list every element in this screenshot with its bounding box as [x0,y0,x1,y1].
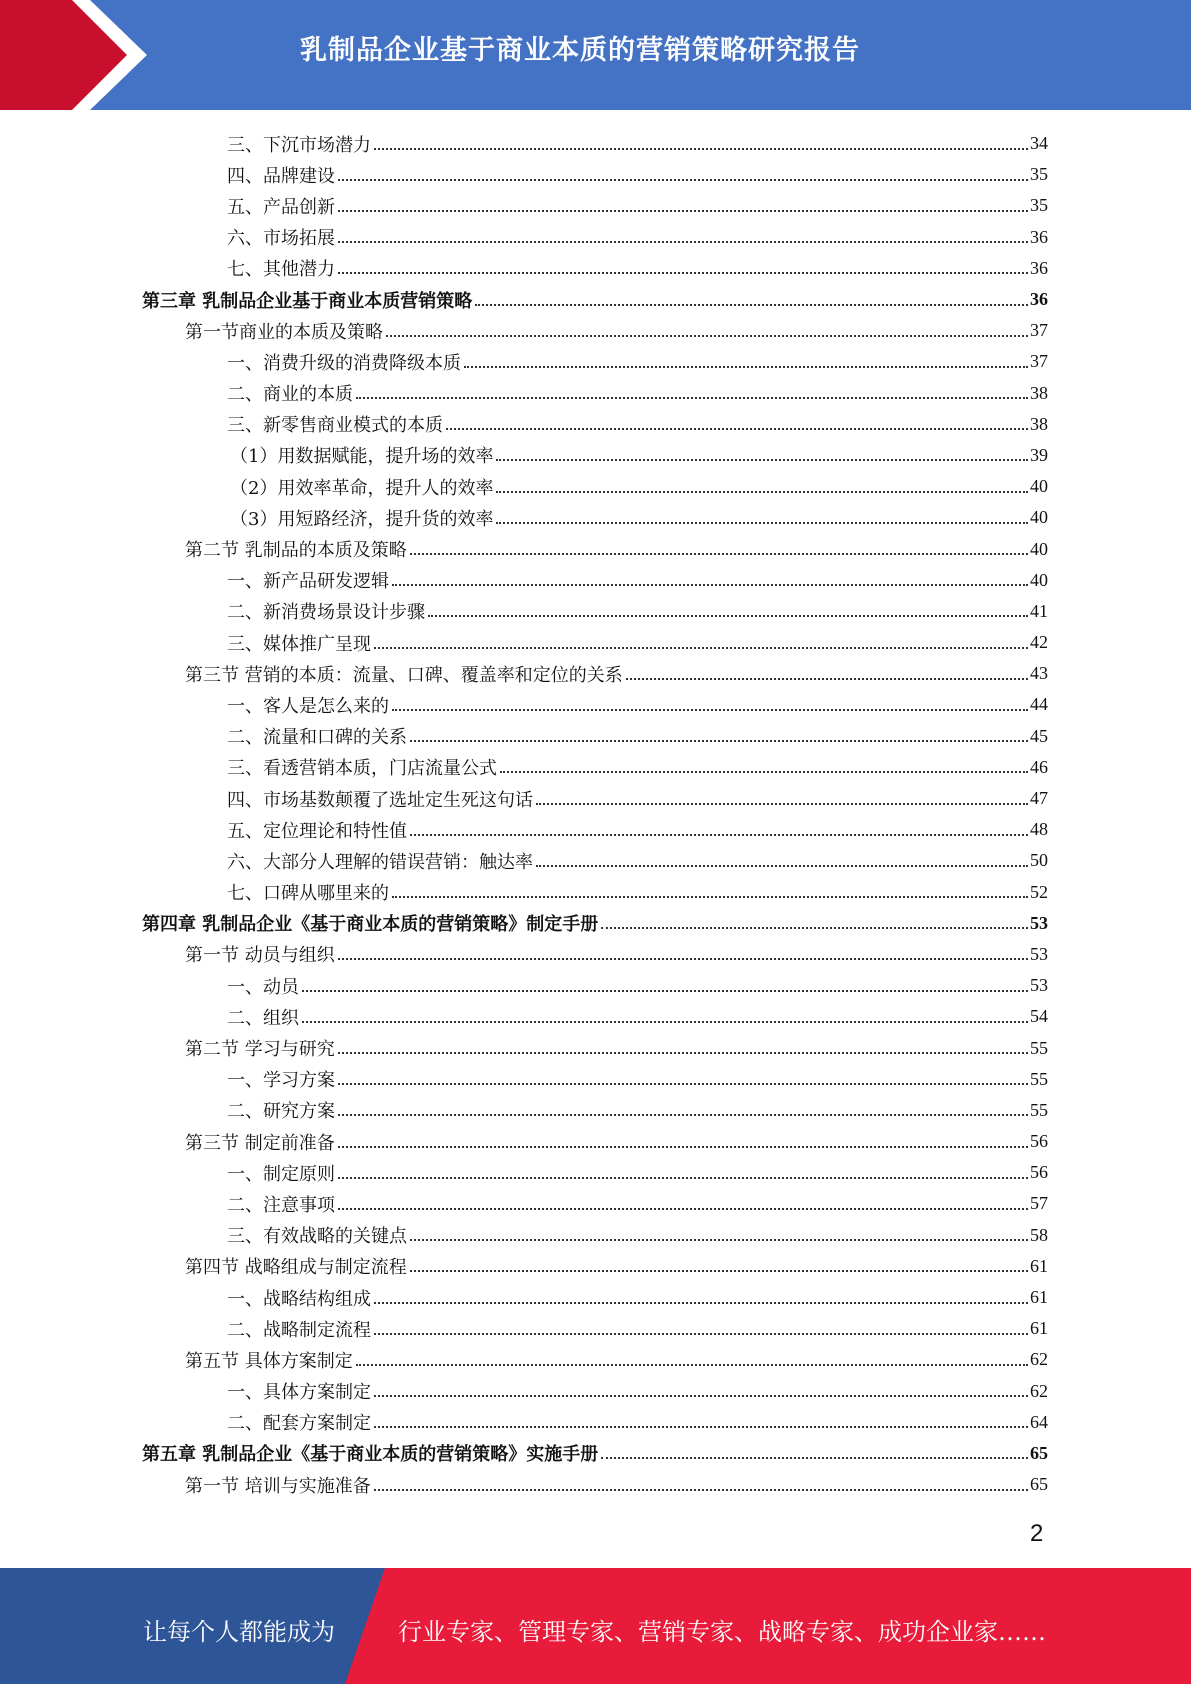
toc-section-entry[interactable] [142,533,1048,564]
toc-section-entry[interactable] [142,1126,1048,1157]
toc-entry-title: 第二节 乳制品的本质及策略 [185,540,407,562]
toc-dot-leader [500,771,1028,773]
toc-entry-title: 第五节 具体方案制定 [185,1350,353,1372]
toc-entry-page: 44 [1030,694,1048,715]
toc-chapter-entry[interactable] [142,908,1048,939]
toc-entry-title: 二、新消费场景设计步骤 [227,602,425,624]
toc-entry-title: 第二节 学习与研究 [185,1039,335,1061]
toc-dot-leader [536,803,1028,805]
toc-entry-title: 七、口碑从哪里来的 [227,883,389,905]
toc-entry-title: 第一节商业的本质及策略 [185,321,383,343]
toc-entry-title: 第一节 培训与实施准备 [185,1475,371,1497]
toc-dot-leader [338,272,1028,274]
toc-dot-leader [374,1333,1028,1335]
toc-section-entry[interactable] [142,1469,1048,1500]
toc-entry-title: 二、战略制定流程 [227,1319,371,1341]
toc-entry-title: 二、配套方案制定 [227,1413,371,1435]
toc-entry-title: （1）用数据赋能，提升场的效率 [230,446,494,468]
toc-entry-page: 38 [1030,413,1048,434]
toc-dot-leader [446,428,1028,430]
toc-subsection-entry[interactable] [142,1407,1048,1438]
toc-entry-title: 一、制定原则 [227,1163,335,1185]
toc-section-entry[interactable] [142,939,1048,970]
toc-subsection-entry[interactable] [142,502,1048,533]
toc-chapter-entry[interactable] [142,1438,1048,1469]
toc-entry-title: 三、新零售商业模式的本质 [227,415,443,437]
toc-dot-leader [410,740,1028,742]
toc-entry-page: 55 [1030,1037,1048,1058]
toc-dot-leader [374,1489,1028,1491]
toc-entry-page: 38 [1030,382,1048,403]
toc-entry-title: 一、消费升级的消费降级本质 [227,352,461,374]
toc-entry-page: 57 [1030,1193,1048,1214]
header-title: 乳制品企业基于商业本质的营销策略研究报告 [300,35,860,66]
toc-dot-leader [374,148,1028,150]
page-footer [0,1568,1191,1684]
toc-entry-page: 64 [1030,1411,1048,1432]
toc-dot-leader [410,1239,1028,1241]
toc-section-entry[interactable] [142,658,1048,689]
footer-slogan-left: 让每个人都能成为 [143,1618,335,1646]
toc-subsection-entry[interactable] [142,689,1048,720]
toc-entry-page: 36 [1030,257,1048,278]
toc-entry-page: 36 [1030,226,1048,247]
toc-dot-leader [338,1177,1028,1179]
toc-entry-page: 40 [1030,538,1048,559]
toc-entry-page: 62 [1030,1349,1048,1370]
toc-entry-title: 第三节 制定前准备 [185,1132,335,1154]
toc-entry-page: 61 [1030,1255,1048,1276]
toc-entry-title: 第三节 营销的本质：流量、口碑、覆盖率和定位的关系 [185,664,623,686]
toc-subsection-entry[interactable] [142,783,1048,814]
toc-subsection-entry[interactable] [142,814,1048,845]
toc-subsection-entry[interactable] [142,596,1048,627]
page-header [0,0,1191,110]
toc-dot-leader [338,1083,1028,1085]
toc-subsection-entry[interactable] [142,970,1048,1001]
toc-entry-title: 三、媒体推广呈现 [227,633,371,655]
footer-slogan-right: 行业专家、管理专家、营销专家、战略专家、成功企业家…… [398,1618,1046,1646]
toc-dot-leader [374,1302,1028,1304]
toc-dot-leader [338,210,1028,212]
toc-entry-title: （3）用短路经济，提升货的效率 [230,508,494,530]
toc-entry-page: 43 [1030,663,1048,684]
toc-dot-leader [626,678,1028,680]
toc-subsection-entry[interactable] [142,1376,1048,1407]
toc-entry-page: 54 [1030,1006,1048,1027]
toc-entry-page: 55 [1030,1068,1048,1089]
toc-entry-page: 58 [1030,1224,1048,1245]
toc-dot-leader [496,459,1028,461]
toc-dot-leader [392,584,1028,586]
toc-entry-title: （2）用效率革命，提升人的效率 [230,477,494,499]
toc-entry-page: 35 [1030,195,1048,216]
toc-entry-page: 41 [1030,600,1048,621]
toc-dot-leader [410,834,1028,836]
toc-entry-page: 61 [1030,1287,1048,1308]
toc-entry-title: 第四章 乳制品企业《基于商业本质的营销策略》制定手册 [142,914,599,936]
toc-entry-page: 45 [1030,725,1048,746]
toc-entry-title: 二、流量和口碑的关系 [227,727,407,749]
toc-entry-title: 六、市场拓展 [227,228,335,250]
toc-dot-leader [601,927,1028,929]
toc-dot-leader [302,1021,1028,1023]
toc-entry-title: 一、学习方案 [227,1070,335,1092]
toc-subsection-entry[interactable] [142,471,1048,502]
toc-entry-title: 五、产品创新 [227,196,335,218]
toc-entry-page: 40 [1030,476,1048,497]
toc-subsection-entry[interactable] [142,877,1048,908]
toc-subsection-entry[interactable] [142,222,1048,253]
toc-dot-leader [386,335,1028,337]
toc-entry-page: 53 [1030,943,1048,964]
toc-subsection-entry[interactable] [142,1157,1048,1188]
toc-entry-page: 65 [1030,1442,1048,1463]
toc-entry-page: 39 [1030,444,1048,465]
toc-section-entry[interactable] [142,1032,1048,1063]
toc-subsection-entry[interactable] [142,440,1048,471]
toc-entry-page: 65 [1030,1474,1048,1495]
toc-entry-title: 四、品牌建设 [227,165,335,187]
toc-section-entry[interactable] [142,1251,1048,1282]
toc-dot-leader [374,1426,1028,1428]
toc-section-entry[interactable] [142,1344,1048,1375]
toc-dot-leader [601,1457,1028,1459]
toc-entry-page: 37 [1030,351,1048,372]
toc-entry-title: 一、客人是怎么来的 [227,695,389,717]
toc-entry-title: 四、市场基数颠覆了选址定生死这句话 [227,789,533,811]
toc-dot-leader [496,491,1028,493]
toc-entry-title: 五、定位理论和特性值 [227,820,407,842]
toc-subsection-entry[interactable] [142,346,1048,377]
toc-entry-title: 一、动员 [227,976,299,998]
toc-subsection-entry[interactable] [142,253,1048,284]
toc-dot-leader [356,397,1028,399]
header-arrow-decoration [0,0,160,110]
toc-dot-leader [428,615,1028,617]
toc-subsection-entry[interactable] [142,1220,1048,1251]
toc-subsection-entry[interactable] [142,565,1048,596]
toc-entry-page: 55 [1030,1099,1048,1120]
toc-subsection-entry[interactable] [142,1313,1048,1344]
toc-dot-leader [374,1395,1028,1397]
toc-entry-page: 61 [1030,1318,1048,1339]
toc-dot-leader [475,304,1028,306]
toc-dot-leader [536,865,1028,867]
toc-dot-leader [338,179,1028,181]
toc-dot-leader [392,709,1028,711]
toc-entry-page: 46 [1030,756,1048,777]
toc-subsection-entry[interactable] [142,190,1048,221]
toc-entry-page: 34 [1030,133,1048,154]
toc-entry-page: 53 [1030,975,1048,996]
toc-entry-title: 二、注意事项 [227,1194,335,1216]
page-number: 2 [1030,1520,1044,1547]
toc-dot-leader [338,1208,1028,1210]
toc-entry-title: 第五章 乳制品企业《基于商业本质的营销策略》实施手册 [142,1444,599,1466]
toc-entry-title: 二、商业的本质 [227,384,353,406]
toc-dot-leader [392,896,1028,898]
toc-entry-title: 一、具体方案制定 [227,1382,371,1404]
toc-entry-title: 一、新产品研发逻辑 [227,571,389,593]
toc-entry-page: 47 [1030,788,1048,809]
toc-subsection-entry[interactable] [142,1282,1048,1313]
toc-subsection-entry[interactable] [142,1064,1048,1095]
toc-dot-leader [338,958,1028,960]
toc-subsection-entry[interactable] [142,128,1048,159]
toc-subsection-entry[interactable] [142,721,1048,752]
toc-dot-leader [302,990,1028,992]
toc-entry-title: 第一节 动员与组织 [185,945,335,967]
toc-entry-title: 三、看透营销本质，门店流量公式 [227,758,497,780]
toc-entry-title: 第三章 乳制品企业基于商业本质营销策略 [142,290,473,312]
toc-entry-page: 53 [1030,912,1048,933]
toc-entry-page: 50 [1030,850,1048,871]
toc-dot-leader [496,522,1028,524]
toc-entry-page: 40 [1030,569,1048,590]
toc-dot-leader [410,1270,1028,1272]
toc-entry-title: 第四节 战略组成与制定流程 [185,1257,407,1279]
toc-subsection-entry[interactable] [142,752,1048,783]
toc-entry-page: 52 [1030,881,1048,902]
toc-entry-page: 36 [1030,289,1048,310]
toc-entry-page: 40 [1030,507,1048,528]
toc-dot-leader [338,1052,1028,1054]
toc-dot-leader [338,1146,1028,1148]
toc-dot-leader [374,647,1028,649]
toc-entry-title: 七、其他潜力 [227,259,335,281]
toc-section-entry[interactable] [142,315,1048,346]
toc-entry-page: 35 [1030,164,1048,185]
toc-dot-leader [410,553,1028,555]
toc-entry-page: 56 [1030,1131,1048,1152]
toc-subsection-entry[interactable] [142,845,1048,876]
toc-subsection-entry[interactable] [142,1188,1048,1219]
toc-entry-title: 二、研究方案 [227,1101,335,1123]
toc-subsection-entry[interactable] [142,159,1048,190]
table-of-contents [142,128,1048,1500]
toc-dot-leader [338,1114,1028,1116]
toc-dot-leader [464,366,1028,368]
toc-subsection-entry[interactable] [142,409,1048,440]
toc-dot-leader [338,241,1028,243]
toc-entry-title: 二、组织 [227,1007,299,1029]
toc-chapter-entry[interactable] [142,284,1048,315]
toc-subsection-entry[interactable] [142,1001,1048,1032]
toc-dot-leader [356,1364,1028,1366]
toc-entry-title: 三、下沉市场潜力 [227,134,371,156]
toc-entry-page: 56 [1030,1162,1048,1183]
toc-entry-page: 48 [1030,819,1048,840]
toc-subsection-entry[interactable] [142,1095,1048,1126]
toc-entry-title: 一、战略结构组成 [227,1288,371,1310]
toc-entry-page: 37 [1030,320,1048,341]
toc-entry-page: 42 [1030,632,1048,653]
toc-subsection-entry[interactable] [142,627,1048,658]
toc-entry-title: 六、大部分人理解的错误营销：触达率 [227,851,533,873]
toc-entry-page: 62 [1030,1380,1048,1401]
toc-subsection-entry[interactable] [142,378,1048,409]
toc-entry-title: 三、有效战略的关键点 [227,1226,407,1248]
